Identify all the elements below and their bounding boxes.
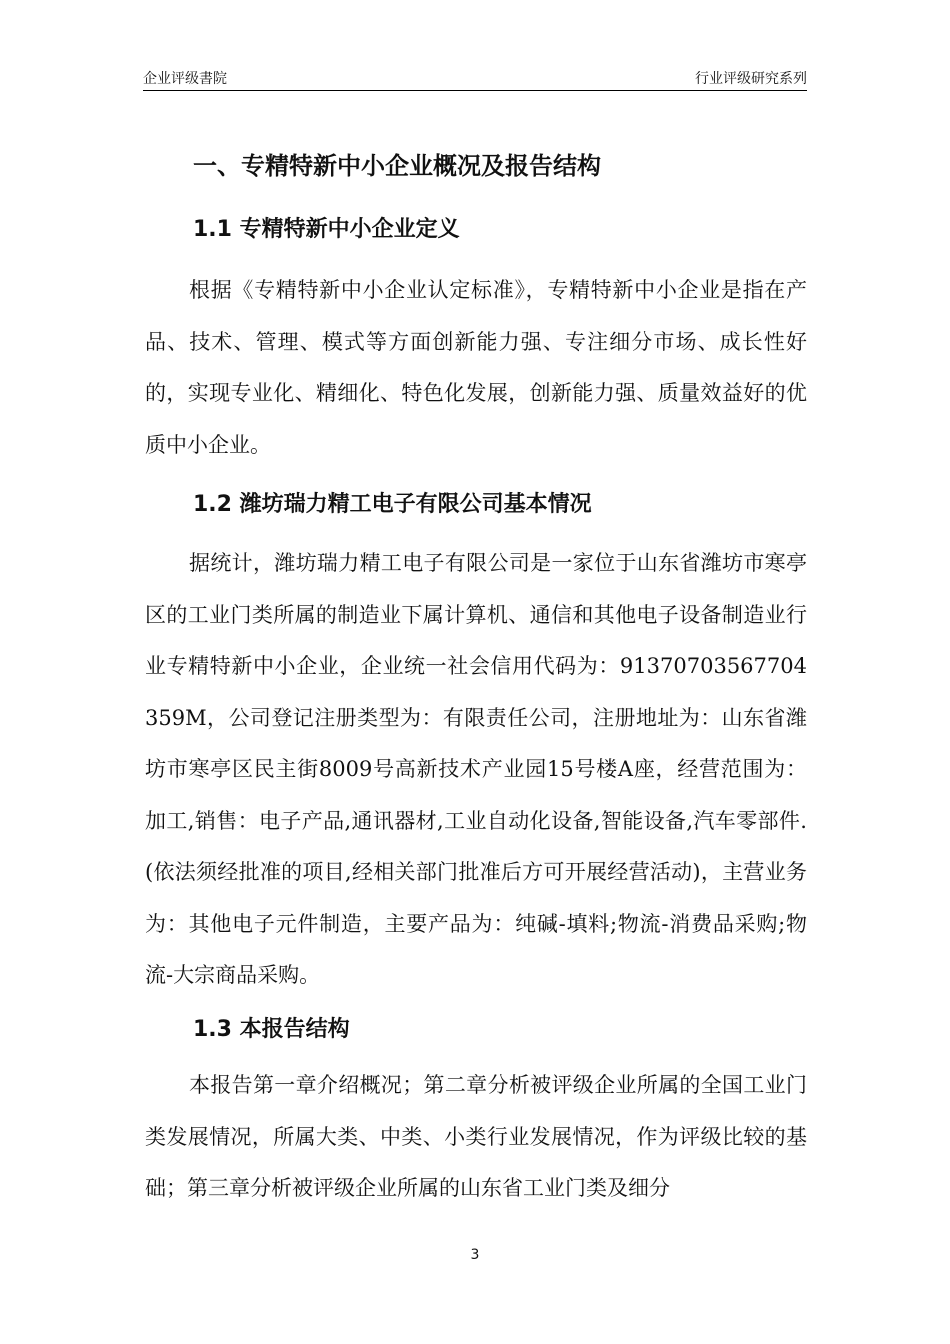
page-header: [143, 66, 807, 91]
header-right-text: 行业评级研究系列: [695, 71, 807, 87]
chapter-title: 一、专精特新中小企业概况及报告结构: [193, 152, 601, 180]
section-title-1-2: 1.2 潍坊瑞力精工电子有限公司基本情况: [193, 492, 592, 517]
section-paragraph-1-2: 据统计，潍坊瑞力精工电子有限公司是一家位于山东省潍坊市寒亭区的工业门类所属的制造业下属计算机、通信和其他电子设备制造业行业专精特新中小企业，企业统一社会信用代码为：91370703567704359M，公司登记注册类型为：有限责任公司，注册地址为：山东省潍坊市寒亭区民主街8009号高新技术产业园15号楼A座，经营范围为：加工,销售：电子产品,通讯器材,工业自动化设备,智能设备,汽车零部件.(依法须经批准的项目,经相关部门批准后方可开展经营活动)，主营业务为：其他电子元件制造，主要产品为：纯碱-填料;物流-消费品采购;物流-大宗商品采购。: [145, 551, 807, 987]
header-left-text: 企业评级書院: [143, 71, 227, 87]
section-paragraph-1-3: 本报告第一章介绍概况；第二章分析被评级企业所属的全国工业门类发展情况，所属大类、中类、小类行业发展情况，作为评级比较的基础；第三章分析被评级企业所属的山东省工业门类及细分: [145, 1073, 807, 1200]
section-title-1-3: 1.3 本报告结构: [193, 1017, 350, 1042]
page-number: 3: [470, 1247, 480, 1263]
section-title-1-1: 1.1 专精特新中小企业定义: [193, 217, 460, 242]
section-paragraph-1-1: 根据《专精特新中小企业认定标准》，专精特新中小企业是指在产品、技术、管理、模式等方面创新能力强、专注细分市场、成长性好的，实现专业化、精细化、特色化发展，创新能力强、质量效益好的优质中小企业。: [145, 278, 807, 457]
